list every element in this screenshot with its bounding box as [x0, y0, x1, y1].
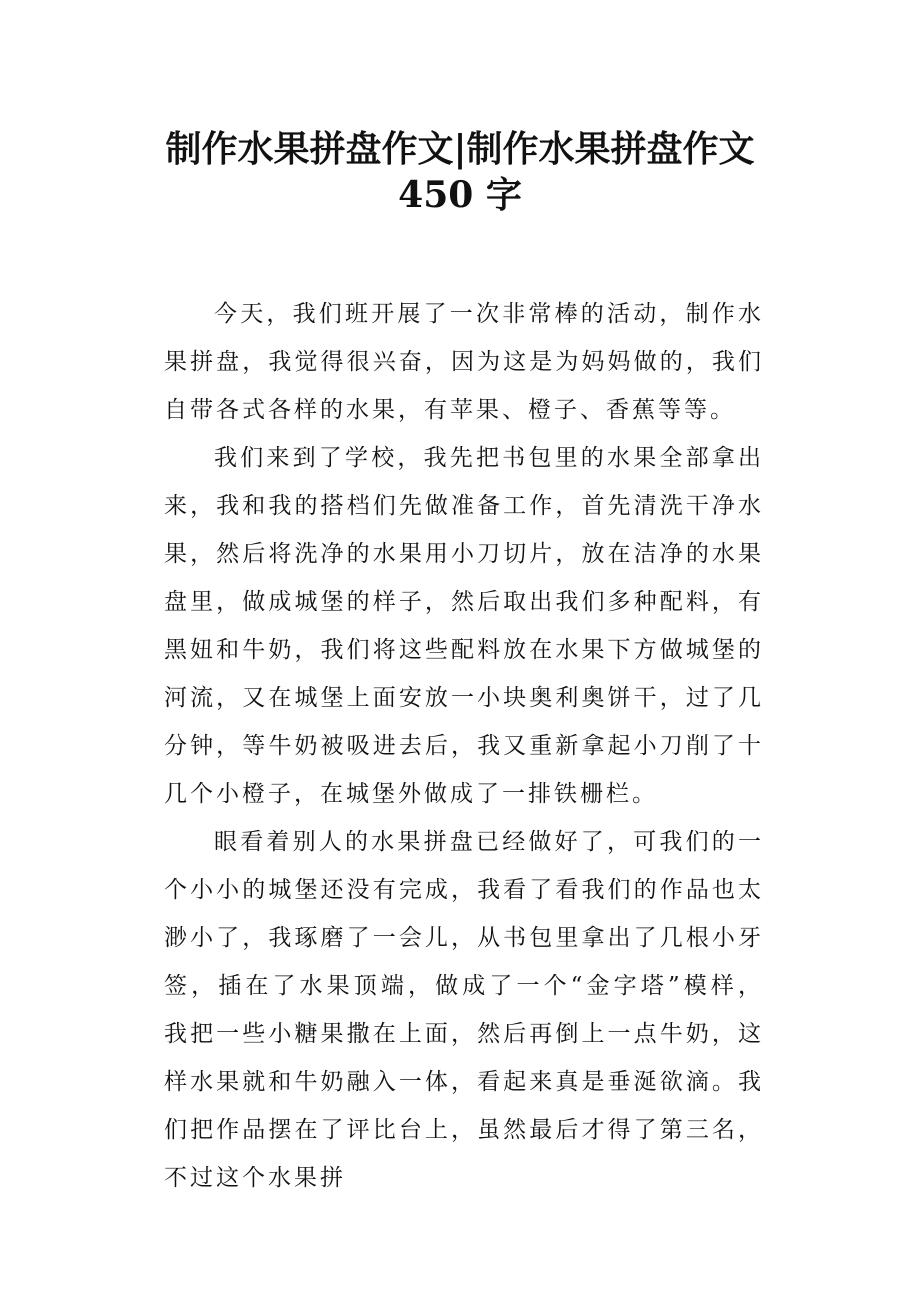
paragraph-2: 我们来到了学校，我先把书包里的水果全部拿出来，我和我的搭档们先做准备工作，首先清洗干净水果，然后将洗净的水果用小刀切片，放在洁净的水果盘里，做成城堡的样子，然后取出我们多种配料，有黑妞和牛奶，我们将这些配料放在水果下方做城堡的河流，又在城堡上面安放一小块奥利奥饼干，过了几分钟，等牛奶被吸进去后，我又重新拿起小刀削了十几个小橙子，在城堡外做成了一排铁栅栏。 — [164, 445, 764, 807]
document-body — [164, 290, 764, 1202]
document-title — [120, 126, 800, 218]
title-line-1: 制作水果拼盘作文|制作水果拼盘作文 — [165, 128, 755, 170]
title-line-2: 450 字 — [398, 174, 522, 216]
paragraph-1: 今天，我们班开展了一次非常棒的活动，制作水果拼盘，我觉得很兴奋，因为这是为妈妈做的，我们自带各式各样的水果，有苹果、橙子、香蕉等等。 — [164, 301, 764, 423]
paragraph-3: 眼看着别人的水果拼盘已经做好了，可我们的一个小小的城堡还没有完成，我看了看我们的作品也太渺小了，我琢磨了一会儿，从书包里拿出了几根小牙签，插在了水果顶端，做成了一个“金字塔”模样，我把一些小糖果撒在上面，然后再倒上一点牛奶，这样水果就和牛奶融入一体，看起来真是垂涎欲滴。我们把作品摆在了评比台上，虽然最后才得了第三名，不过这个水果拼 — [164, 829, 764, 1191]
